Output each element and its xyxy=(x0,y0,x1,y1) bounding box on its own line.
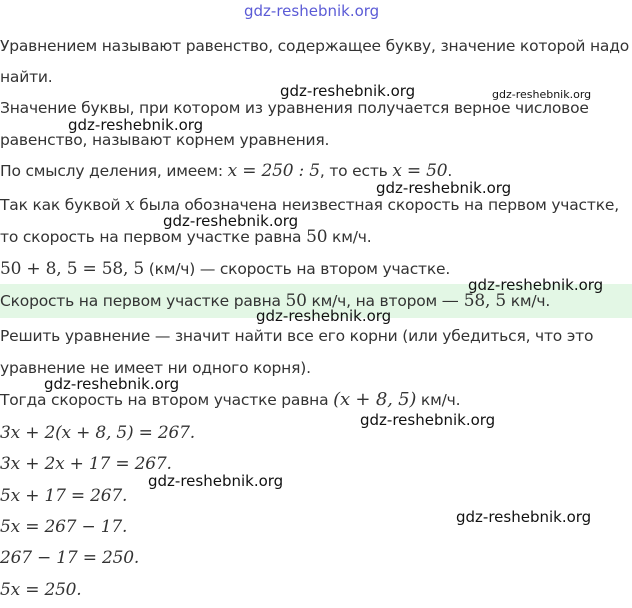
then-expression: (x + 8, 5) xyxy=(333,389,417,410)
watermark: gdz-reshebnik.org xyxy=(456,508,592,526)
equation-step-5 xyxy=(0,547,139,569)
equation-step-4-text: 5x = 267 − 17. xyxy=(0,517,128,537)
answer-text-b: км/ч, на втором xyxy=(306,292,442,310)
watermark: gdz-reshebnik.org xyxy=(148,472,284,490)
watermark: gdz-reshebnik.org xyxy=(492,88,592,101)
watermark: gdz-reshebnik.org xyxy=(280,82,416,100)
definition-equation-line-1: Уравнением называют равенство, содержащее букву, значение которой надо xyxy=(0,37,630,55)
speed-unit: км/ч. xyxy=(327,228,372,246)
speed-text-b: была обозначена неизвестная скорость на первом участке, xyxy=(134,196,619,214)
division-end: . xyxy=(447,162,453,180)
speed-line-1 xyxy=(0,194,619,216)
equation-step-1 xyxy=(0,422,195,444)
sum-line xyxy=(0,258,450,280)
division-equation-2: x = 50 xyxy=(392,161,448,181)
watermark: gdz-reshebnik.org xyxy=(163,212,299,230)
equation-step-3-text: 5x + 17 = 267. xyxy=(0,486,128,506)
watermark: gdz-reshebnik.org xyxy=(256,307,392,325)
solve-line-2: уравнение не имеет ни одного корня). xyxy=(0,359,311,377)
answer-value-2: — 58, 5 xyxy=(441,291,507,311)
division-text-mid: , то есть xyxy=(319,162,393,180)
watermark: gdz-reshebnik.org xyxy=(68,116,204,134)
then-text-b: км/ч. xyxy=(416,391,461,409)
equation-step-3 xyxy=(0,485,127,507)
equation-step-4 xyxy=(0,516,127,538)
watermark: gdz-reshebnik.org xyxy=(360,411,496,429)
sum-text: (км/ч) — скорость на втором участке. xyxy=(144,260,451,278)
solve-line-1: Решить уравнение — значит найти все его корни (или убедиться, что это xyxy=(0,327,594,345)
answer-text-c: км/ч. xyxy=(506,292,551,310)
equation-step-5-text: 267 − 17 = 250. xyxy=(0,548,140,568)
definition-root-line-2: равенство, называют корнем уравнения. xyxy=(0,131,330,149)
speed-text-c: то скорость на первом участке равна xyxy=(0,228,307,246)
equation-step-6-text: 5x = 250. xyxy=(0,580,82,600)
definition-equation-line-2: найти. xyxy=(0,68,53,86)
watermark: gdz-reshebnik.org xyxy=(468,276,604,294)
definition-root-line-1: Значение буквы, при котором из уравнения получается верное числовое xyxy=(0,99,589,117)
equation-step-2 xyxy=(0,453,172,475)
watermark: gdz-reshebnik.org xyxy=(44,375,180,393)
then-text-a: Тогда скорость на втором участке равна xyxy=(0,391,334,409)
division-text: По смыслу деления, имеем: xyxy=(0,162,228,180)
answer-text-a: Скорость на первом участке равна xyxy=(0,292,286,310)
speed-text-a: Так как буквой xyxy=(0,196,126,214)
watermark-top: gdz-reshebnik.org xyxy=(244,2,380,20)
watermark: gdz-reshebnik.org xyxy=(376,179,512,197)
sum-expression: 50 + 8, 5 = 58, 5 xyxy=(0,259,145,279)
equation-step-1-text: 3x + 2(x + 8, 5) = 267. xyxy=(0,423,195,443)
division-equation-1: x = 250 : 5 xyxy=(227,161,320,181)
equation-step-6 xyxy=(0,579,82,601)
speed-variable: x xyxy=(125,195,135,215)
equation-step-2-text: 3x + 2x + 17 = 267. xyxy=(0,454,172,474)
answer-value-1: 50 xyxy=(285,291,307,311)
speed-value: 50 xyxy=(306,227,328,247)
